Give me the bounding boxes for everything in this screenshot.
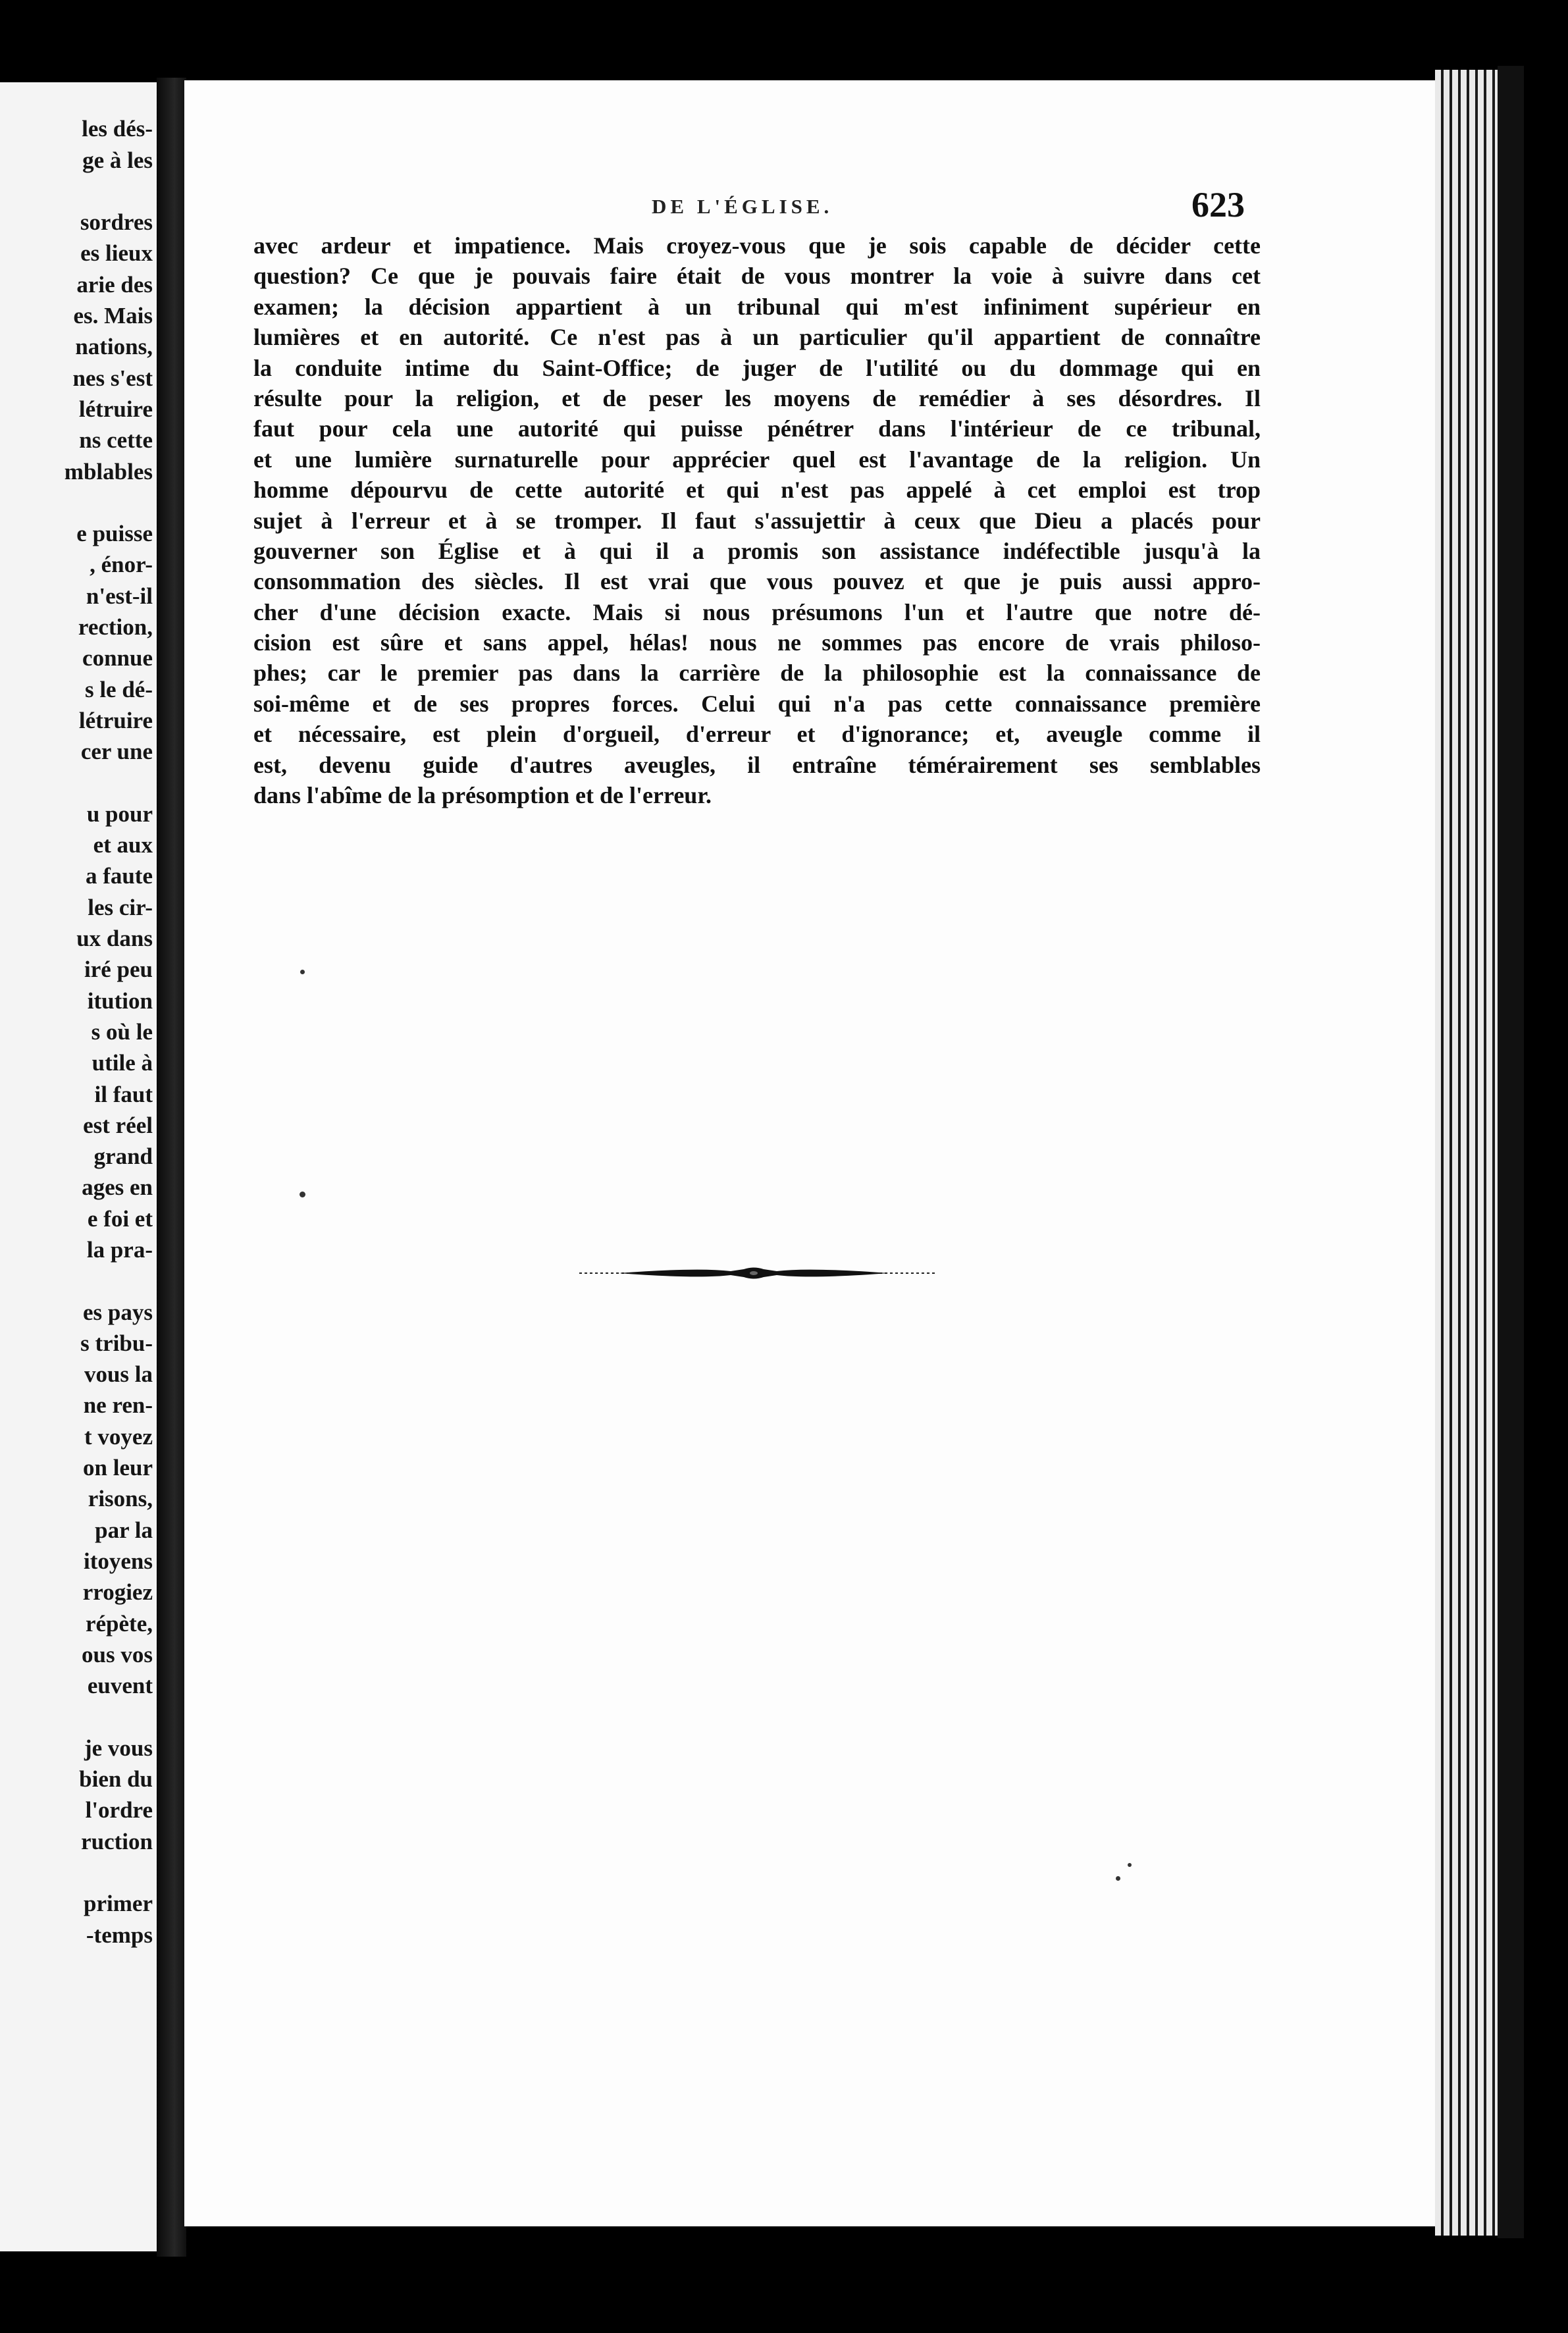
facing-page-line: ne ren-: [83, 1392, 153, 1419]
facing-page-line: euvent: [87, 1673, 153, 1699]
facing-page-line: n'est-il: [86, 583, 153, 609]
facing-page-line: on leur: [83, 1455, 153, 1481]
facing-page: [0, 82, 157, 2251]
facing-page-line: a faute: [85, 863, 153, 889]
text-line: soi-même et de ses propres forces. Celui qui n'a pas cette connaissance première: [253, 690, 1261, 717]
facing-page-line: t voyez: [84, 1423, 153, 1450]
facing-page-line: et aux: [93, 832, 153, 858]
text-line: et nécessaire, est plein d'orgueil, d'erreur et d'ignorance; et, aveugle comme il: [253, 721, 1261, 748]
facing-page-line: ruction: [81, 1828, 153, 1854]
facing-page-line: e foi et: [87, 1205, 153, 1232]
facing-page-line: es lieux: [80, 240, 153, 267]
facing-page-line: létruire: [78, 707, 153, 733]
facing-page-line: ge à les: [82, 147, 153, 173]
facing-page-line: itoyens: [84, 1548, 153, 1574]
facing-page-line: les cir-: [88, 894, 153, 920]
facing-page-line: cer une: [80, 739, 153, 765]
facing-page-line: ages en: [82, 1174, 153, 1201]
facing-page-line: l'ordre: [85, 1797, 153, 1823]
facing-page-line: répète,: [85, 1610, 153, 1637]
facing-page-line: la pra-: [86, 1236, 153, 1263]
facing-page-line: les dés-: [82, 116, 153, 142]
facing-page-line: bien du: [79, 1766, 153, 1793]
facing-page-line: vous la: [84, 1361, 153, 1388]
text-line: homme dépourvu de cette autorité et qui n'est pas appelé à cet emploi est trop: [253, 477, 1261, 504]
facing-page-line: [0, 487, 153, 518]
facing-page-line: [0, 176, 153, 207]
facing-page-line: [0, 768, 153, 799]
facing-page-line: s tribu-: [80, 1330, 153, 1356]
page-edge-shadow: [1498, 66, 1524, 2238]
ornament-divider: [579, 1263, 935, 1283]
facing-page-line: connue: [82, 645, 153, 671]
facing-page-line: sordres: [80, 209, 153, 236]
facing-page-line: [0, 1701, 153, 1732]
facing-page-line: ous vos: [82, 1641, 153, 1667]
facing-page-line: je vous: [84, 1735, 153, 1761]
text-line: cher d'une décision exacte. Mais si nous présumons l'un et l'autre que notre dé-: [253, 598, 1261, 625]
facing-page-line: e puisse: [76, 521, 153, 547]
facing-page-line: risons,: [88, 1486, 153, 1512]
facing-page-line: [0, 82, 153, 113]
facing-page-line: par la: [95, 1517, 153, 1543]
facing-page-line: [0, 1265, 153, 1296]
text-line: lumières et en autorité. Ce n'est pas à un particulier qu'il appartient de connaître: [253, 324, 1261, 351]
facing-page-line: il faut: [94, 1081, 153, 1107]
facing-page-line: rrogiez: [82, 1579, 153, 1606]
facing-page-line: mblables: [64, 458, 153, 485]
scan-speck: [1116, 1876, 1120, 1881]
text-line: la conduite intime du Saint-Office; de juger de l'utilité ou du dommage qui en: [253, 354, 1261, 381]
facing-page-line: ux dans: [76, 926, 153, 952]
facing-page-line: primer: [84, 1891, 153, 1917]
facing-page-line: es pays: [83, 1299, 153, 1325]
text-line: gouverner son Église et à qui il a promis son assistance indéfectible jusqu'à la: [253, 537, 1261, 564]
facing-page-line: arie des: [76, 271, 153, 298]
facing-page-line: rection,: [78, 614, 153, 641]
facing-page-line: , énor-: [90, 552, 153, 578]
text-line: examen; la décision appartient à un tribunal qui m'est infiniment supérieur en: [253, 293, 1261, 320]
facing-page-line: s le dé-: [84, 676, 153, 702]
facing-page-line: u pour: [86, 800, 153, 827]
facing-page-line: ns cette: [79, 427, 153, 454]
facing-page-text: [0, 82, 153, 1951]
scan-speck: [1128, 1863, 1132, 1867]
page-edges: [1435, 70, 1498, 2236]
facing-page-line: nations,: [75, 334, 153, 360]
facing-page-line: grand: [93, 1143, 153, 1170]
text-line: est, devenu guide d'autres aveugles, il entraîne témérairement ses semblables: [253, 751, 1261, 778]
text-line: faut pour cela une autorité qui puisse pénétrer dans l'intérieur de ce tribunal,: [253, 415, 1261, 442]
body-text: [253, 230, 1261, 810]
facing-page-line: nes s'est: [72, 365, 153, 391]
facing-page-line: [0, 1857, 153, 1888]
facing-page-line: létruire: [78, 396, 153, 422]
text-line: sujet à l'erreur et à se tromper. Il faut s'assujettir à ceux que Dieu a placés pour: [253, 507, 1261, 534]
facing-page-line: iré peu: [84, 957, 153, 983]
facing-page-line: est réel: [83, 1112, 153, 1138]
page-number: 623: [1191, 185, 1245, 224]
facing-page-line: s où le: [91, 1018, 153, 1045]
text-line: cision est sûre et sans appel, hélas! nous ne sommes pas encore de vrais philoso-: [253, 629, 1261, 656]
facing-page-line: utile à: [91, 1050, 153, 1076]
facing-page-line: -temps: [86, 1922, 153, 1948]
text-line: question? Ce que je pouvais faire était de vous montrer la voie à suivre dans cet: [253, 263, 1261, 290]
text-line: et une lumière surnaturelle pour apprécier quel est l'avantage de la religion. Un: [253, 446, 1261, 473]
scan-speck: [300, 970, 305, 974]
text-line: consommation des siècles. Il est vrai que vous pouvez et que je puis aussi appro-: [253, 568, 1261, 595]
text-line: avec ardeur et impatience. Mais croyez-vous que je sois capable de décider cette: [253, 232, 1261, 259]
scan-speck: [300, 1192, 305, 1197]
facing-page-line: es. Mais: [73, 303, 153, 329]
running-head: DE L'ÉGLISE.: [652, 195, 833, 218]
book-gutter: [157, 78, 186, 2257]
text-line: dans l'abîme de la présomption et de l'erreur.: [253, 782, 712, 809]
text-line: phes; car le premier pas dans la carrière de la philosophie est la connaissance de: [253, 660, 1261, 687]
facing-page-line: itution: [87, 987, 153, 1014]
text-line: résulte pour la religion, et de peser les moyens de remédier à ses désordres. Il: [253, 384, 1261, 411]
